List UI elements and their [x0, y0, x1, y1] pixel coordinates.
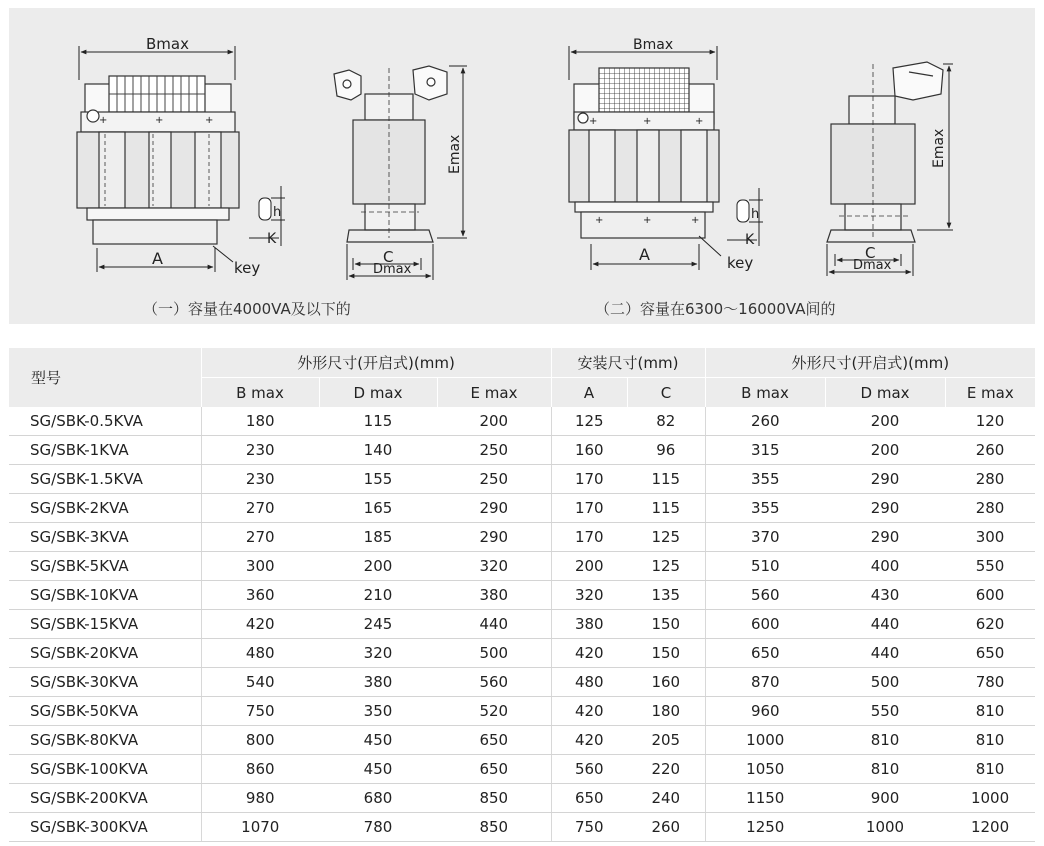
table-row: [9, 436, 1035, 465]
cell-dmax-2: 900: [825, 784, 945, 813]
cell-a: 125: [551, 407, 627, 436]
cell-bmax-2: 600: [705, 610, 825, 639]
cell-model: SG/SBK-1KVA: [9, 436, 201, 465]
cell-a: 160: [551, 436, 627, 465]
table-row: [9, 523, 1035, 552]
h-label-right: h: [751, 207, 760, 222]
cell-dmax-1: 115: [319, 407, 437, 436]
cell-model: SG/SBK-100KVA: [9, 755, 201, 784]
cell-bmax-2: 960: [705, 697, 825, 726]
cell-emax-1: 290: [437, 523, 551, 552]
group-header-installation: 安装尺寸(mm): [551, 348, 705, 378]
cell-a: 750: [551, 813, 627, 842]
cell-bmax-1: 1070: [201, 813, 319, 842]
cell-emax-1: 560: [437, 668, 551, 697]
emax-label-right: Emax: [931, 128, 947, 168]
table-row: [9, 784, 1035, 813]
cell-a: 200: [551, 552, 627, 581]
table-row: [9, 581, 1035, 610]
svg-text:+: +: [695, 116, 704, 127]
cell-emax-2: 120: [945, 407, 1035, 436]
table-row: [9, 813, 1035, 842]
cell-dmax-2: 810: [825, 726, 945, 755]
cell-a: 380: [551, 610, 627, 639]
svg-text:+: +: [99, 115, 108, 126]
cell-bmax-1: 480: [201, 639, 319, 668]
cell-a: 420: [551, 726, 627, 755]
cell-emax-1: 650: [437, 755, 551, 784]
cell-a: 320: [551, 581, 627, 610]
cell-emax-1: 200: [437, 407, 551, 436]
cell-emax-1: 250: [437, 436, 551, 465]
a-label-left: A: [152, 249, 163, 268]
cell-a: 560: [551, 755, 627, 784]
transformer-drawings: [9, 8, 1035, 324]
svg-text:+: +: [155, 115, 164, 126]
cell-emax-2: 600: [945, 581, 1035, 610]
cell-c: 220: [627, 755, 705, 784]
cell-bmax-1: 270: [201, 523, 319, 552]
cell-c: 82: [627, 407, 705, 436]
table-row: [9, 407, 1035, 436]
cell-model: SG/SBK-30KVA: [9, 668, 201, 697]
cell-emax-1: 440: [437, 610, 551, 639]
cell-dmax-1: 350: [319, 697, 437, 726]
diagram-panel: [9, 8, 1035, 324]
cell-bmax-1: 270: [201, 494, 319, 523]
subheader-bmax-2: B max: [705, 378, 825, 408]
cell-emax-1: 850: [437, 784, 551, 813]
cell-dmax-2: 550: [825, 697, 945, 726]
cell-emax-2: 300: [945, 523, 1035, 552]
emax-label-left: Emax: [447, 134, 463, 174]
cell-dmax-2: 1000: [825, 813, 945, 842]
cell-emax-2: 1200: [945, 813, 1035, 842]
cell-bmax-2: 1000: [705, 726, 825, 755]
cell-model: SG/SBK-15KVA: [9, 610, 201, 639]
cell-a: 170: [551, 465, 627, 494]
subheader-dmax-1: D max: [319, 378, 437, 408]
cell-bmax-2: 650: [705, 639, 825, 668]
subheader-emax-1: E max: [437, 378, 551, 408]
cell-dmax-2: 400: [825, 552, 945, 581]
k-label-right: K: [745, 232, 755, 248]
cell-bmax-2: 1250: [705, 813, 825, 842]
cell-emax-2: 810: [945, 726, 1035, 755]
cell-model: SG/SBK-0.5KVA: [9, 407, 201, 436]
cell-bmax-1: 860: [201, 755, 319, 784]
svg-text:+: +: [595, 215, 604, 226]
side-view-small: [334, 66, 447, 242]
cell-model: SG/SBK-3KVA: [9, 523, 201, 552]
cell-bmax-2: 870: [705, 668, 825, 697]
cell-c: 260: [627, 813, 705, 842]
spec-table: [9, 348, 1035, 842]
subheader-c: C: [627, 378, 705, 408]
bmax-label-right: Bmax: [633, 37, 674, 53]
cell-dmax-1: 200: [319, 552, 437, 581]
cell-model: SG/SBK-20KVA: [9, 639, 201, 668]
cell-dmax-2: 500: [825, 668, 945, 697]
cell-emax-1: 380: [437, 581, 551, 610]
table-row: [9, 668, 1035, 697]
cell-emax-1: 500: [437, 639, 551, 668]
cell-a: 170: [551, 523, 627, 552]
cell-bmax-2: 1050: [705, 755, 825, 784]
subheader-bmax-1: B max: [201, 378, 319, 408]
svg-text:+: +: [589, 116, 598, 127]
cell-bmax-2: 510: [705, 552, 825, 581]
key-label-left: key: [234, 259, 261, 277]
c-label-right: C: [865, 244, 876, 262]
cell-dmax-2: 440: [825, 639, 945, 668]
group-header-dimensions-1: 外形尺寸(开启式)(mm): [201, 348, 551, 378]
table-row: [9, 610, 1035, 639]
cell-c: 150: [627, 639, 705, 668]
table-body: [9, 407, 1035, 842]
cell-dmax-1: 380: [319, 668, 437, 697]
svg-text:+: +: [691, 215, 700, 226]
cell-c: 205: [627, 726, 705, 755]
h-label-left: h: [273, 205, 282, 220]
cell-dmax-1: 680: [319, 784, 437, 813]
cell-c: 125: [627, 552, 705, 581]
cell-model: SG/SBK-10KVA: [9, 581, 201, 610]
cell-emax-2: 620: [945, 610, 1035, 639]
cell-bmax-1: 800: [201, 726, 319, 755]
cell-bmax-1: 420: [201, 610, 319, 639]
cell-a: 420: [551, 639, 627, 668]
subheader-emax-2: E max: [945, 378, 1035, 408]
cell-bmax-2: 355: [705, 465, 825, 494]
cell-dmax-1: 245: [319, 610, 437, 639]
cell-bmax-2: 315: [705, 436, 825, 465]
cell-emax-2: 550: [945, 552, 1035, 581]
svg-text:+: +: [205, 115, 214, 126]
cell-dmax-2: 430: [825, 581, 945, 610]
cell-bmax-1: 750: [201, 697, 319, 726]
svg-text:+: +: [643, 116, 652, 127]
cell-c: 150: [627, 610, 705, 639]
cell-bmax-2: 370: [705, 523, 825, 552]
cell-emax-2: 650: [945, 639, 1035, 668]
cell-dmax-2: 290: [825, 494, 945, 523]
cell-bmax-2: 1150: [705, 784, 825, 813]
cell-dmax-1: 185: [319, 523, 437, 552]
cell-a: 650: [551, 784, 627, 813]
cell-bmax-1: 230: [201, 436, 319, 465]
side-view-large: [827, 62, 943, 242]
cell-emax-1: 290: [437, 494, 551, 523]
cell-bmax-1: 180: [201, 407, 319, 436]
front-view-small: [77, 76, 239, 244]
cell-emax-1: 650: [437, 726, 551, 755]
table-row: [9, 552, 1035, 581]
cell-bmax-1: 300: [201, 552, 319, 581]
cell-dmax-1: 780: [319, 813, 437, 842]
cell-dmax-1: 155: [319, 465, 437, 494]
cell-emax-2: 260: [945, 436, 1035, 465]
cell-emax-2: 280: [945, 494, 1035, 523]
cell-dmax-2: 810: [825, 755, 945, 784]
cell-bmax-2: 560: [705, 581, 825, 610]
table-header: [9, 348, 1035, 407]
table-row: [9, 639, 1035, 668]
cell-emax-1: 250: [437, 465, 551, 494]
cell-emax-1: 320: [437, 552, 551, 581]
group-header-dimensions-2: 外形尺寸(开启式)(mm): [705, 348, 1035, 378]
model-header: 型号: [9, 348, 201, 407]
cell-emax-2: 810: [945, 697, 1035, 726]
cell-c: 115: [627, 465, 705, 494]
svg-text:+: +: [643, 215, 652, 226]
caption-small-capacity: （一）容量在4000VA及以下的: [143, 300, 351, 318]
cell-bmax-1: 980: [201, 784, 319, 813]
bmax-label-left: Bmax: [146, 35, 189, 53]
cell-model: SG/SBK-50KVA: [9, 697, 201, 726]
cell-emax-1: 850: [437, 813, 551, 842]
cell-dmax-1: 210: [319, 581, 437, 610]
subheader-a: A: [551, 378, 627, 408]
cell-c: 125: [627, 523, 705, 552]
cell-bmax-2: 355: [705, 494, 825, 523]
cell-c: 160: [627, 668, 705, 697]
cell-emax-2: 1000: [945, 784, 1035, 813]
table-row: [9, 697, 1035, 726]
cell-dmax-1: 450: [319, 726, 437, 755]
cell-dmax-1: 450: [319, 755, 437, 784]
table-row: [9, 465, 1035, 494]
cell-dmax-2: 200: [825, 407, 945, 436]
cell-model: SG/SBK-80KVA: [9, 726, 201, 755]
cell-c: 180: [627, 697, 705, 726]
k-label-left: K: [267, 231, 277, 247]
cell-model: SG/SBK-300KVA: [9, 813, 201, 842]
table-row: [9, 494, 1035, 523]
cell-dmax-1: 165: [319, 494, 437, 523]
a-label-right: A: [639, 245, 650, 264]
cell-model: SG/SBK-200KVA: [9, 784, 201, 813]
cell-c: 135: [627, 581, 705, 610]
cell-dmax-2: 440: [825, 610, 945, 639]
cell-emax-2: 780: [945, 668, 1035, 697]
cell-bmax-1: 540: [201, 668, 319, 697]
cell-emax-2: 280: [945, 465, 1035, 494]
cell-model: SG/SBK-2KVA: [9, 494, 201, 523]
cell-a: 480: [551, 668, 627, 697]
table-row: [9, 755, 1035, 784]
cell-dmax-1: 320: [319, 639, 437, 668]
cell-emax-1: 520: [437, 697, 551, 726]
cell-dmax-1: 140: [319, 436, 437, 465]
c-label-left: C: [383, 248, 394, 266]
cell-model: SG/SBK-1.5KVA: [9, 465, 201, 494]
subheader-dmax-2: D max: [825, 378, 945, 408]
cell-dmax-2: 290: [825, 465, 945, 494]
cell-emax-2: 810: [945, 755, 1035, 784]
cell-model: SG/SBK-5KVA: [9, 552, 201, 581]
dmax-label-left: Dmax: [373, 262, 412, 277]
cell-c: 96: [627, 436, 705, 465]
dmax-label-right: Dmax: [853, 258, 892, 273]
cell-bmax-1: 360: [201, 581, 319, 610]
caption-large-capacity: （二）容量在6300～16000VA间的: [595, 300, 836, 318]
cell-a: 170: [551, 494, 627, 523]
cell-bmax-1: 230: [201, 465, 319, 494]
cell-dmax-2: 200: [825, 436, 945, 465]
table-row: [9, 726, 1035, 755]
cell-c: 240: [627, 784, 705, 813]
cell-bmax-2: 260: [705, 407, 825, 436]
cell-dmax-2: 290: [825, 523, 945, 552]
front-view-large: [569, 68, 719, 238]
cell-c: 115: [627, 494, 705, 523]
key-label-right: key: [727, 254, 754, 272]
cell-a: 420: [551, 697, 627, 726]
